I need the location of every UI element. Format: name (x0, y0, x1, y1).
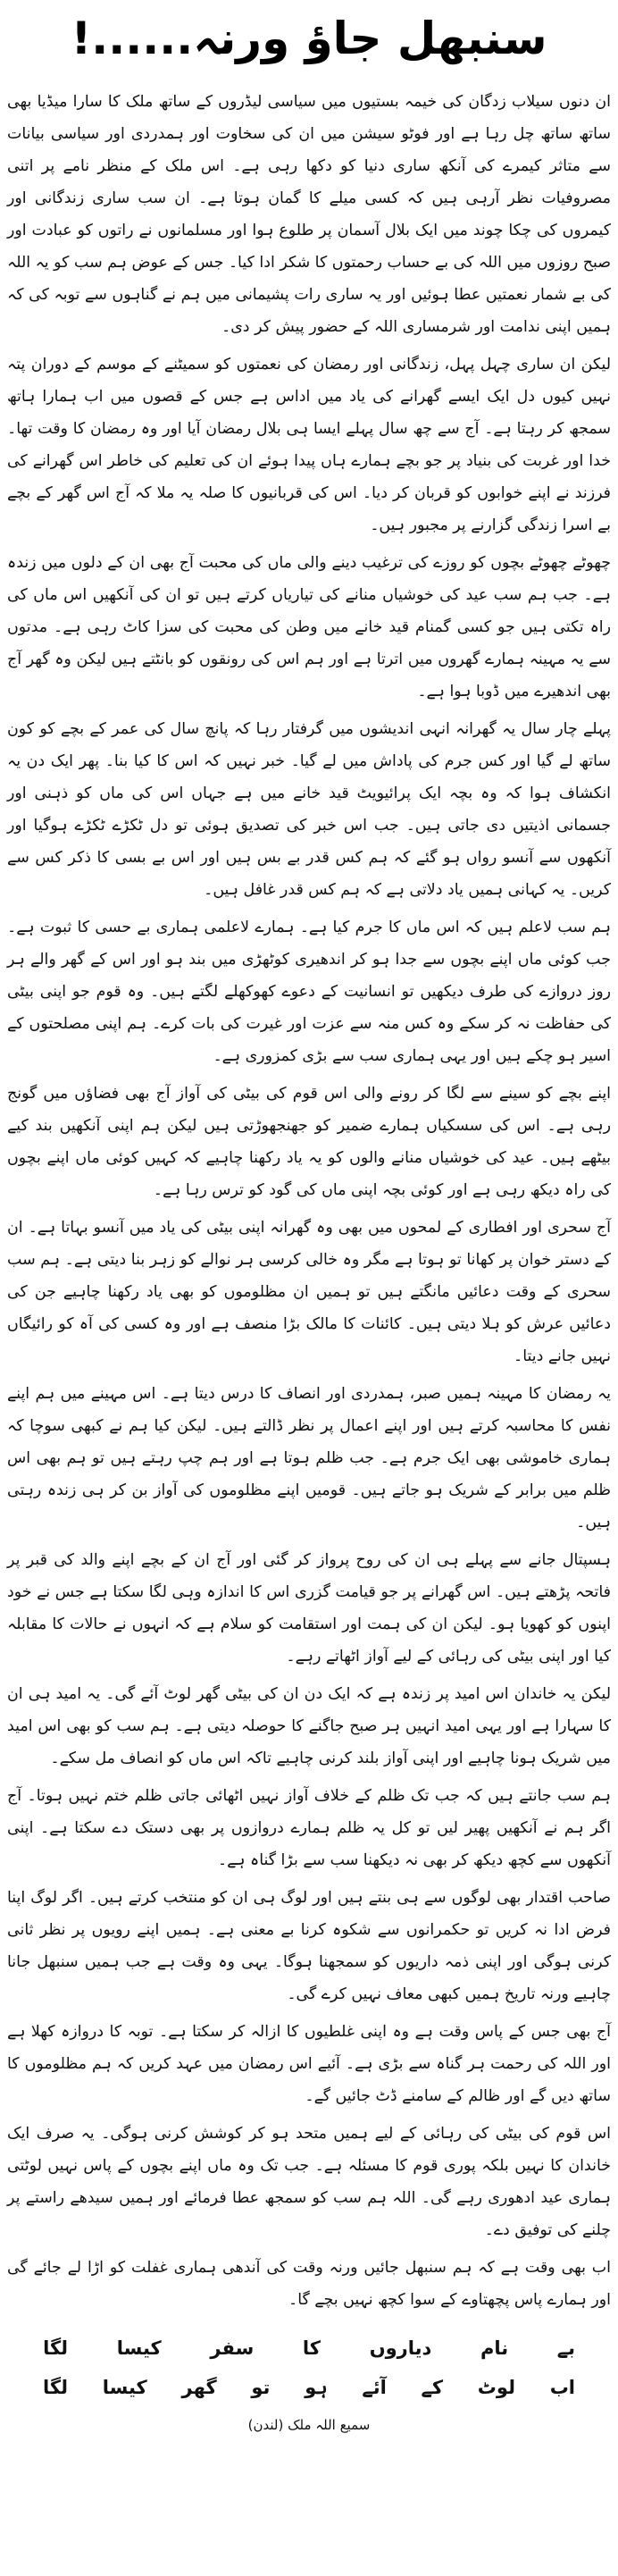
couplet-word: لگا (43, 2337, 69, 2359)
paragraph: ہم سب لاعلم ہیں کہ اس ماں کا جرم کیا ہے۔ ہمارے لاعلمی ہماری بے حسی کا ثبوت ہے۔ جب کوئی ماں اپنے بچوں سے جدا ہو کر اندھیری کوٹھڑی میں بند ہو اور اس کے گھر والے ہر روز دروازے کی طرف دیکھیں تو انسانیت کے دعوے کھوکھلے لگتے ہیں۔ وہ قوم جو اپنی بیٹی کی حفاظت نہ کر سکے وہ کس منہ سے عزت اور غیرت کی بات کرے۔ ہم اپنی مصلحتوں کے اسیر ہو چکے ہیں اور یہی ہماری سب سے بڑی کمزوری ہے۔ (7, 919, 611, 1065)
paragraph: ہسپتال جانے سے پہلے ہی ان کی روح پرواز کر گئی اور آج ان کے بچے اپنے والد کی قبر پر فاتحہ پڑھتے ہیں۔ اس گھرانے پر جو قیامت گزری اس کا اندازہ وہی لگا سکتا ہے جس نے خود اپنوں کو کھویا ہو۔ لیکن ان کی ہمت اور استقامت کو سلام ہے کہ انہوں نے حالات کا مقابلہ کیا اور اپنی بیٹی کی رہائی کے لیے آواز اٹھاتے رہے۔ (7, 1551, 611, 1666)
paragraph: آج بھی جس کے پاس وقت ہے وہ اپنی غلطیوں کا ازالہ کر سکتا ہے۔ توبہ کا دروازہ کھلا ہے اور اللہ کی رحمت ہر گناہ سے بڑی ہے۔ آئیے اس رمضان میں عہد کریں کہ ہم مظلوموں کا ساتھ دیں گے اور ظالم کے سامنے ڈٹ جائیں گے۔ (7, 2023, 611, 2105)
article-body (7, 86, 611, 2316)
paragraph: لیکن ان ساری چہل پہل، زندگانی اور رمضان کی نعمتوں کو سمیٹنے کے موسم کے دوران پتہ نہیں کیوں دل ایک ایسے گھرانے کی یاد میں اداس ہے جس کے قصوں میں اب ہمارا ہاتھ سمجھ کر رہتا ہے۔ آج سے چھ سال پہلے ایسا ہی بلال رمضان آیا اور وہ رمضان کا وقت تھا۔ خدا اور غربت کی بنیاد پر جو بچے ہمارے ہاں پیدا ہوئے ان کی تعلیم کی خاطر اس گھرانے کی فرزند نے اپنے خوابوں کو قربان کر دیا۔ اس کی قربانیوں کا صلہ یہ ملا کہ آج اس گھر کے بچے بے اسرا زندگی گزارنے پر مجبور ہیں۔ (7, 356, 611, 534)
couplet-word: کے (421, 2377, 444, 2398)
paragraph: لیکن یہ خاندان اس امید پر زندہ ہے کہ ایک دن ان کی بیٹی گھر لوٹ آئے گی۔ یہ امید ہی ان کا سہارا ہے اور یہی امید انہیں ہر صبح جاگنے کا حوصلہ دیتی ہے۔ ہم سب کو بھی اس امید میں شریک ہونا چاہیے اور اپنی آواز بلند کرنی چاہیے تاکہ اس ماں کو انصاف مل سکے۔ (7, 1685, 611, 1767)
couplet-word: لگا (43, 2377, 68, 2398)
couplet-line-2 (7, 2368, 611, 2407)
couplet-word: کیسا (102, 2377, 147, 2398)
couplet-word: اب (549, 2377, 575, 2398)
couplet-word: گھر (181, 2377, 217, 2398)
paragraph: صاحب اقتدار بھی لوگوں سے ہی بنتے ہیں اور لوگ ہی ان کو منتخب کرتے ہیں۔ اگر لوگ اپنا فرض ادا نہ کریں تو حکمرانوں سے شکوہ کرنا بے معنی ہے۔ ہمیں اپنے رویوں پر نظر ثانی کرنی ہوگی اور اپنی ذمہ داریوں کو سمجھنا ہوگا۔ یہی وہ وقت ہے جب ہمیں سنبھل جانا چاہیے ورنہ تاریخ ہمیں کبھی معاف نہیں کرے گی۔ (7, 1889, 611, 2003)
paragraph: چھوٹے چھوٹے بچوں کو روزے کی ترغیب دینے والی ماں کی محبت آج بھی ان کے دلوں میں زندہ ہے۔ جب ہم سب عید کی خوشیاں منانے کی تیاریاں کرتے ہیں تو ان کی آنکھیں اس ماں کی راہ تکتی ہیں جو کسی گمنام قید خانے میں وطن کی محبت کی سزا کاٹ رہی ہے۔ مدتوں سے یہ مہینہ ہمارے گھروں میں اترتا ہے اور ہم اس کی رونقوں کو بانٹتے ہیں لیکن وہ گھر آج بھی اندھیرے میں ڈوبا ہوا ہے۔ (7, 554, 611, 701)
paragraph: اپنے بچے کو سینے سے لگا کر رونے والی اس قوم کی بیٹی کی آواز آج بھی فضاؤں میں گونج رہی ہے۔ اس کی سسکیاں ہمارے ضمیر کو جھنجھوڑتی ہیں لیکن ہم اپنی آنکھیں بند کیے بیٹھے ہیں۔ عید کی خوشیاں منانے والوں کو یہ یاد رکھنا چاہیے کہ کہیں کوئی ماں اپنے بچوں کی راہ دیکھ رہی ہے اور کوئی بچہ اپنی ماں کی گود کو ترس رہا ہے۔ (7, 1085, 611, 1199)
closing-couplet (7, 2328, 611, 2407)
couplet-word: کیسا (116, 2337, 162, 2359)
couplet-word: بے (556, 2337, 575, 2359)
couplet-word: نام (480, 2337, 509, 2359)
paragraph: اس قوم کی بیٹی کی رہائی کے لیے ہمیں متحد ہو کر کوشش کرنی ہوگی۔ یہ صرف ایک خاندان کا نہیں بلکہ پوری قوم کا مسئلہ ہے۔ جب تک وہ ماں اپنے بچوں کے پاس نہیں لوٹتی ہماری عید ادھوری رہے گی۔ اللہ ہم سب کو سمجھ عطا فرمائے اور ہمیں سیدھے راستے پر چلنے کی توفیق دے۔ (7, 2125, 611, 2239)
paragraph: ہم سب جانتے ہیں کہ جب تک ظلم کے خلاف آواز نہیں اٹھائی جاتی ظلم ختم نہیں ہوتا۔ آج اگر ہم نے آنکھیں پھیر لیں تو کل یہ ظلم ہمارے دروازوں پر بھی دستک دے سکتا ہے۔ اپنی آنکھوں سے کچھ دیکھ کر بھی نہ دیکھنا سب سے بڑا گناہ ہے۔ (7, 1787, 611, 1869)
paragraph: اب بھی وقت ہے کہ ہم سنبھل جائیں ورنہ وقت کی آندھی ہماری غفلت کو اڑا لے جائے گی اور ہمارے پاس پچھتاوے کے سوا کچھ نہیں بچے گا۔ (7, 2259, 611, 2309)
paragraph: آج سحری اور افطاری کے لمحوں میں بھی وہ گھرانہ اپنی بیٹی کی یاد میں آنسو بہاتا ہے۔ ان کے دستر خوان پر کھانا تو ہوتا ہے مگر وہ خالی کرسی ہر نوالے کو زہر بنا دیتی ہے۔ ہم سب سحری کے وقت دعائیں مانگتے ہیں تو ہمیں ان مظلوموں کو بھی یاد رکھنا چاہیے جن کی دعائیں عرش کو ہلا دیتی ہیں۔ کائنات کا مالک بڑا منصف ہے اور وہ کسی کی آہ کو رائیگاں نہیں جانے دیتا۔ (7, 1219, 611, 1365)
couplet-word: ہو (305, 2377, 328, 2398)
paragraph: پہلے چار سال یہ گھرانہ انہی اندیشوں میں گرفتار رہا کہ پانچ سال کی عمر کے بچے کو کون ساتھ لے گیا اور کس جرم کی پاداش میں لے گیا۔ خبر نہیں کہ اس کا کیا بنا۔ پھر ایک دن یہ انکشاف ہوا کہ وہ بچہ ایک پرائیویٹ قید خانے میں ہے جہاں اس کی ماں کو ذہنی اور جسمانی اذیتیں دی جاتی ہیں۔ جب اس خبر کی تصدیق ہوئی تو دل ٹکڑے ٹکڑے ہوگیا اور آنکھوں سے آنسو رواں ہو گئے کہ ہم کس قدر بے بس ہیں اور اس بے بسی کا ذکر کس سے کریں۔ یہ کہانی ہمیں یاد دلاتی ہے کہ ہم کس قدر غافل ہیں۔ (7, 720, 611, 899)
paragraph: یہ رمضان کا مہینہ ہمیں صبر، ہمدردی اور انصاف کا درس دیتا ہے۔ اس مہینے میں ہم اپنے نفس کا محاسبہ کرتے ہیں اور اپنے اعمال پر نظر ڈالتے ہیں۔ لیکن کیا ہم نے کبھی سوچا کہ ہماری خاموشی بھی ایک جرم ہے۔ جب ظلم ہوتا ہے اور ہم چپ رہتے ہیں تو ہم بھی اس ظلم میں برابر کے شریک ہو جاتے ہیں۔ قومیں اپنے مظلوموں کی آواز بن کر ہی زندہ رہتی ہیں۔ (7, 1385, 611, 1531)
couplet-word: سفر (210, 2337, 255, 2359)
author-signature: سمیع اللہ ملک (لندن) (247, 2417, 371, 2433)
couplet-line-1 (7, 2328, 611, 2368)
article-title: سنبھل جاؤ ورنہ......! (71, 13, 547, 64)
couplet-word: لوٹ (477, 2377, 515, 2398)
couplet-word: آئے (362, 2377, 387, 2398)
couplet-word: تو (251, 2377, 271, 2398)
couplet-word: کا (302, 2337, 322, 2359)
paragraph: ان دنوں سیلاب زدگان کی خیمہ بستیوں میں سیاسی لیڈروں کے ساتھ ملک کا سارا میڈیا بھی ساتھ ساتھ چل رہا ہے اور فوٹو سیشن میں ان کی سخاوت اور ہمدردی اور سیاسی بیانات سے متاثر کیمرے کی آنکھ ساری دنیا کو دکھا رہی ہے۔ اس ملک کے منظر نامے پر اتنی مصروفیات نظر آرہی ہیں کہ کسی میلے کا گمان ہوتا ہے۔ ان سب ساری زندگانی اور کیمروں کی چکا چوند میں ایک بلال آسمان پر طلوع ہوا اور مسلمانوں نے راتوں کو عبادت اور صبح روزوں میں اللہ کی بے حساب رحمتوں کا شکر ادا کیا۔ جس کے عوض ہم سب کو یہ اللہ کی بے شمار نعمتیں عطا ہوئیں اور یہ ساری رات پشیمانی میں ہم نے گناہوں سے توبہ کی کہ ہمیں اپنی ندامت اور شرمساری اللہ کے حضور پیش کر دی۔ (7, 93, 611, 336)
couplet-word: دیاروں (369, 2337, 432, 2359)
